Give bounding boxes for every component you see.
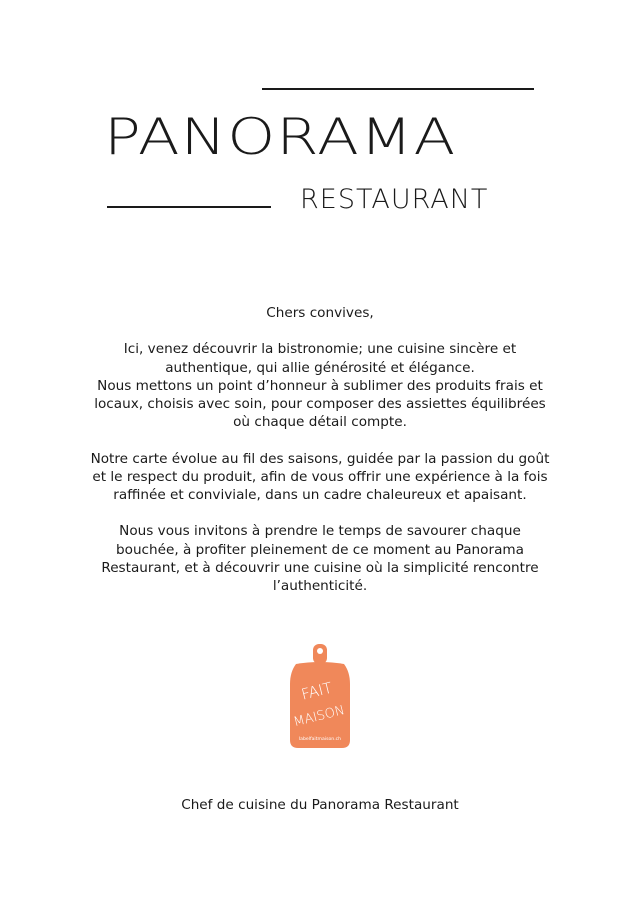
top-divider-line	[262, 88, 534, 90]
chef-signature-line: Chef de cuisine du Panorama Restaurant	[181, 797, 459, 813]
restaurant-name: PANORAMA	[104, 108, 457, 167]
badge-text-maison: MAISON	[292, 703, 347, 731]
left-divider-line	[107, 206, 271, 208]
cutting-board-icon	[288, 642, 352, 750]
letter-paragraph-3: Nous vous invitons à prendre le temps de savourer chaque bouchée, à profiter pleinement de ce moment au Panorama Restaurant, et à découvrir une cuisine où la simplicité rencontre l’authenticité.	[101, 523, 539, 594]
letter-paragraph-2: Notre carte évolue au fil des saisons, guidée par la passion du goût et le respect du produit, afin de vous offrir une expérience à la fois raffinée et conviviale, dans un cadre chaleureux et apaisant.	[90, 450, 550, 503]
badge-text-fait: FAIT	[299, 678, 335, 704]
letter-paragraph-1: Ici, venez découvrir la bistronomie; une cuisine sincère et authentique, qui allie générosité et élégance. Nous mettons un point d’honneur à sublimer des produits frais et locaux, choisis avec soin, pour composer des assiettes équilibrées où chaque détail compte.	[94, 341, 546, 431]
welcome-letter	[90, 304, 550, 613]
fait-maison-badge	[288, 642, 352, 750]
badge-url: labelfaitmaison.ch	[298, 737, 342, 742]
letter-greeting: Chers convives,	[266, 305, 374, 321]
restaurant-subtitle: RESTAURANT	[300, 184, 489, 215]
